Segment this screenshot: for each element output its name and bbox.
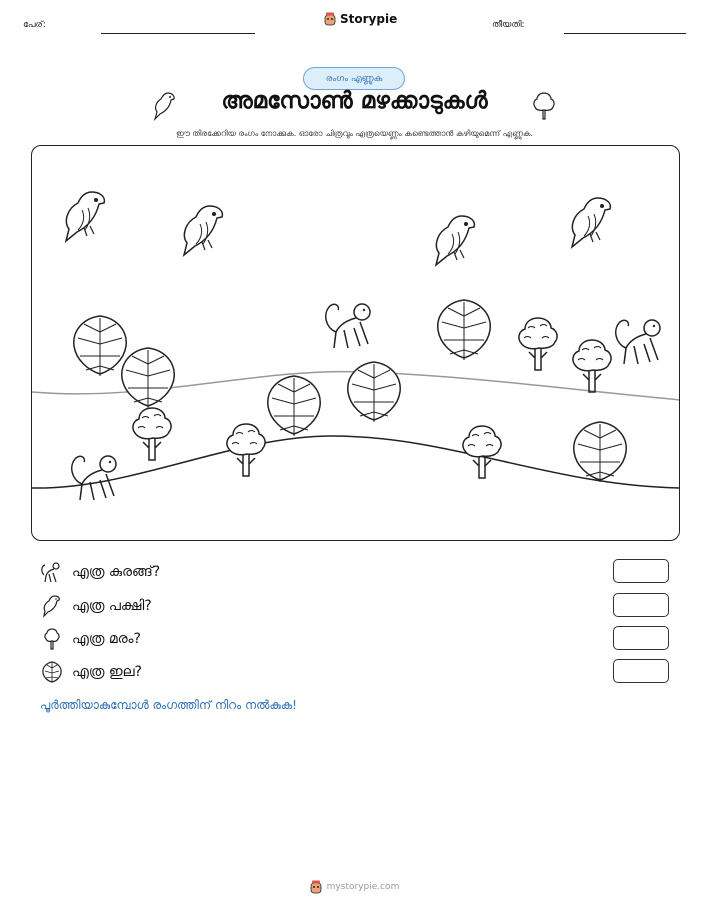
question-label: എത്ര പക്ഷി? xyxy=(72,598,152,614)
question-monkey xyxy=(40,559,160,585)
tree xyxy=(573,340,611,392)
footer xyxy=(0,880,709,894)
monkey-answer-box[interactable] xyxy=(613,559,669,583)
bird xyxy=(572,198,610,247)
leaf xyxy=(348,362,400,422)
name-field[interactable] xyxy=(101,33,255,34)
brand-name: Storypie xyxy=(340,12,398,26)
instructions: ഈ തിരക്കേറിയ രംഗം നോക്കുക. ഓരോ ചിത്രവും എത്രയെണ്ണം കണ്ടെത്താൻ കഴിയുമെന്ന് എണ്ണുക. xyxy=(175,129,534,138)
monkey xyxy=(616,320,660,364)
bird-answer-box[interactable] xyxy=(613,593,669,617)
leaf xyxy=(438,300,490,360)
date-label: തീയതി: xyxy=(492,20,525,30)
counting-scene xyxy=(31,145,680,541)
tree xyxy=(133,408,171,460)
activity-pill: രംഗം എണ്ണുക xyxy=(303,67,405,90)
question-label: എത്ര മരം? xyxy=(72,631,141,647)
color-instruction: പൂർത്തിയാകുമ്പോൾ രംഗത്തിന് നിറം നൽകുക! xyxy=(40,698,297,712)
name-label: പേര്: xyxy=(23,20,46,30)
bird-icon xyxy=(40,594,64,618)
tree-answer-box[interactable] xyxy=(613,626,669,650)
leaf xyxy=(574,422,626,482)
monkey-icon xyxy=(40,560,64,584)
question-leaf xyxy=(40,659,142,685)
question-label: എത്ര കുരങ്ങ്? xyxy=(72,564,161,580)
tree xyxy=(519,318,557,370)
footer-url: mystorypie.com xyxy=(326,882,400,892)
monkey xyxy=(72,456,116,500)
leaf-icon xyxy=(40,660,64,684)
storypie-logo-icon xyxy=(324,12,336,26)
question-tree xyxy=(40,626,141,652)
leaf-answer-box[interactable] xyxy=(613,659,669,683)
title-tree-icon xyxy=(530,90,558,122)
question-label: എത്ര ഇല? xyxy=(72,664,142,680)
bird xyxy=(66,192,104,241)
leaf xyxy=(268,376,320,436)
question-bird xyxy=(40,593,152,619)
page-title: അമസോൺ മഴക്കാടുകൾ xyxy=(221,88,488,114)
bird xyxy=(436,216,474,265)
tree xyxy=(227,424,265,476)
leaf xyxy=(74,316,126,376)
bird xyxy=(184,206,222,255)
date-field[interactable] xyxy=(564,33,686,34)
tree-icon xyxy=(40,627,64,651)
brand xyxy=(324,12,397,26)
leaf xyxy=(122,348,174,408)
storypie-logo-icon xyxy=(310,880,322,894)
monkey xyxy=(326,304,370,348)
tree xyxy=(463,426,501,478)
